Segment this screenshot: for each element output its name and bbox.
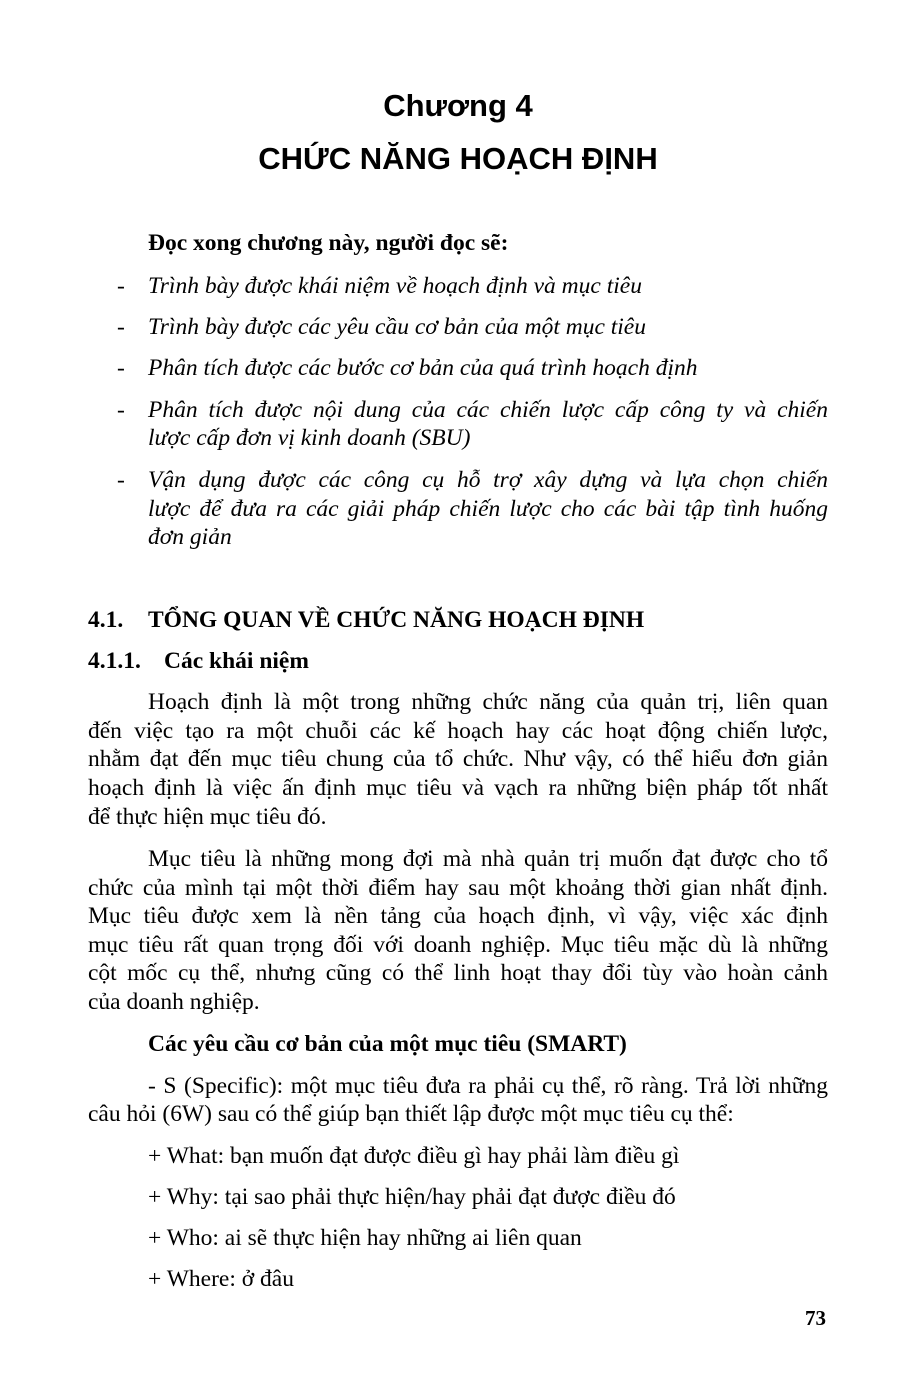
objective-item-line: Phân tích được nội dung của các chiến lược cấp công ty và chiến (148, 397, 828, 423)
paragraph-line: Hoạch định là một trong những chức năng của quản trị, liên quan (148, 689, 828, 715)
paragraph-line: để thực hiện mục tiêu đó. (88, 804, 327, 830)
bullet-dash: - (117, 397, 125, 423)
smart-specific-line: - S (Specific): một mục tiêu đưa ra phải cụ thể, rõ ràng. Trả lời những (148, 1073, 828, 1099)
subsection-number: 4.1.1. (88, 648, 141, 674)
question-who: + Who: ai sẽ thực hiện hay những ai liên quan (148, 1225, 582, 1251)
objective-item-line: lược để đưa ra các giải pháp chiến lược cho các bài tập tình huống (148, 496, 828, 522)
section-number: 4.1. (88, 607, 124, 633)
paragraph-line: của doanh nghiệp. (88, 989, 260, 1015)
question-what: + What: bạn muốn đạt được điều gì hay phải làm điều gì (148, 1143, 680, 1169)
objective-item-line: đơn giản (148, 524, 232, 550)
paragraph-line: mục tiêu rất quan trọng đối với doanh nghiệp. Mục tiêu mặc dù là những (88, 932, 828, 958)
paragraph-line: đến việc tạo ra một chuỗi các kế hoạch hay các hoạt động chiến lược, (88, 718, 828, 744)
chapter-number-title: Chương 4 (383, 88, 533, 123)
objective-item: Trình bày được các yêu cầu cơ bản của một mục tiêu (148, 314, 646, 340)
objective-item: Phân tích được các bước cơ bản của quá trình hoạch định (148, 355, 698, 381)
bullet-dash: - (117, 314, 125, 340)
paragraph-line: hoạch định là việc ấn định mục tiêu và vạch ra những biện pháp tốt nhất (88, 775, 828, 801)
paragraph-line: cột mốc cụ thể, nhưng cũng có thể linh hoạt thay đổi tùy vào hoàn cảnh (88, 960, 828, 986)
smart-heading: Các yêu cầu cơ bản của một mục tiêu (SMART) (148, 1031, 627, 1057)
objectives-intro: Đọc xong chương này, người đọc sẽ: (148, 230, 509, 256)
bullet-dash: - (117, 273, 125, 299)
objective-item: Trình bày được khái niệm về hoạch định và mục tiêu (148, 273, 642, 299)
paragraph-line: Mục tiêu là những mong đợi mà nhà quản trị muốn đạt được cho tổ (148, 846, 828, 872)
paragraph-line: Mục tiêu được xem là nền tảng của hoạch định, vì vậy, việc xác định (88, 903, 828, 929)
question-why: + Why: tại sao phải thực hiện/hay phải đạt được điều đó (148, 1184, 676, 1210)
section-title: TỔNG QUAN VỀ CHỨC NĂNG HOẠCH ĐỊNH (148, 607, 645, 633)
smart-specific-line: câu hỏi (6W) sau có thể giúp bạn thiết lập được một mục tiêu cụ thể: (88, 1101, 734, 1127)
question-where: + Where: ở đâu (148, 1266, 294, 1292)
subsection-title: Các khái niệm (164, 648, 309, 674)
objective-item-line: Vận dụng được các công cụ hỗ trợ xây dựng và lựa chọn chiến (148, 467, 828, 493)
objective-item-line: lược cấp đơn vị kinh doanh (SBU) (148, 425, 471, 451)
bullet-dash: - (117, 467, 125, 493)
page-number: 73 (805, 1306, 826, 1330)
paragraph-line: nhằm đạt đến mục tiêu chung của tổ chức. Như vậy, có thể hiểu đơn giản (88, 746, 828, 772)
chapter-title: CHỨC NĂNG HOẠCH ĐỊNH (258, 141, 658, 176)
bullet-dash: - (117, 355, 125, 381)
paragraph-line: chức của mình tại một thời điểm hay sau một khoảng thời gian nhất định. (88, 875, 828, 901)
